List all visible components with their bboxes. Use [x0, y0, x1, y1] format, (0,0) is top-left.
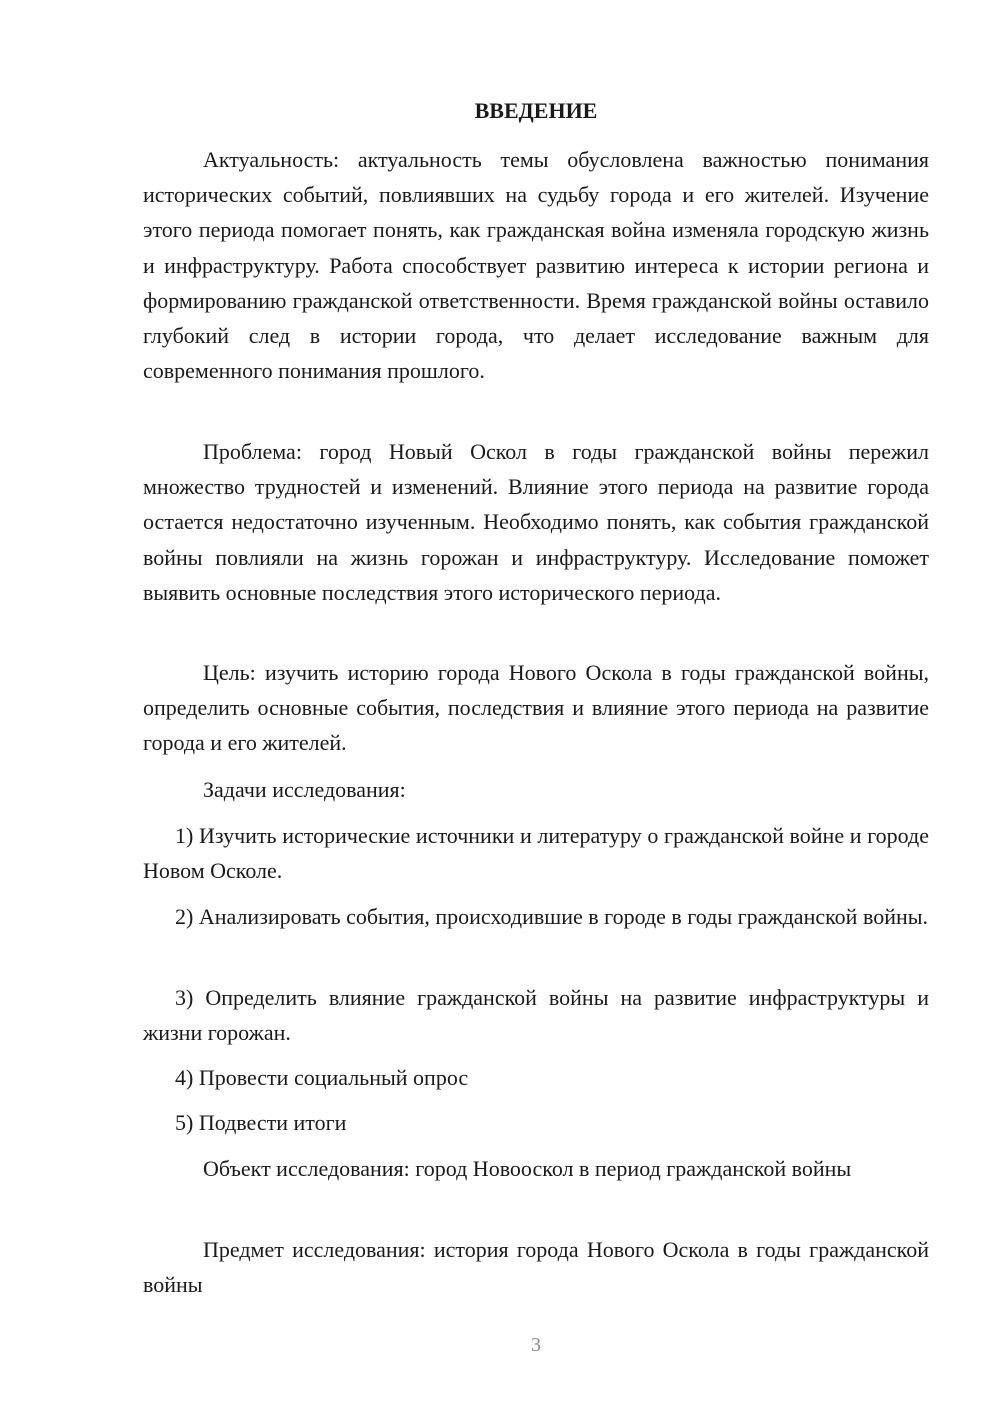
problem-paragraph: Проблема: город Новый Оскол в годы гражданской войны пережил множество трудностей и изменений. Влияние этого периода на развитие города остается недостаточно изученным. Необходимо понять, как события гражданской войны повлияли на жизнь горожан и инфраструктуру. Исследование поможет выявить основные последствия этого исторического периода.	[143, 439, 929, 605]
page-number: 3	[531, 1334, 541, 1356]
task-item-5: 5) Подвести итоги	[175, 1110, 347, 1135]
relevance-paragraph: Актуальность: актуальность темы обусловлена важностью понимания исторических событий, повлиявших на судьбу города и его жителей. Изучение этого периода помогает понять, как гражданская война изменяла городскую жизнь и инфраструктуру. Работа способствует развитию интереса к истории региона и формированию гражданской ответственности. Время гражданской войны оставило глубокий след в истории города, что делает исследование важным для современного понимания прошлого.	[143, 147, 929, 384]
task-item-1: 1) Изучить исторические источники и литературу о гражданской войне и городе Новом Осколе.	[143, 823, 929, 884]
task-item-3: 3) Определить влияние гражданской войны на развитие инфраструктуры и жизни горожан.	[143, 985, 929, 1046]
page-title: ВВЕДЕНИЕ	[474, 98, 598, 123]
tasks-heading: Задачи исследования:	[203, 777, 406, 802]
subject-paragraph: Предмет исследования: история города Нового Оскола в годы гражданской войны	[143, 1237, 929, 1298]
goal-paragraph: Цель: изучить историю города Нового Оскола в годы гражданской войны, определить основные события, последствия и влияние этого периода на развитие города и его жителей.	[143, 660, 929, 756]
task-item-2: 2) Анализировать события, происходившие в городе в годы гражданской войны.	[175, 904, 929, 929]
task-item-4: 4) Провести социальный опрос	[175, 1065, 469, 1090]
object-paragraph: Объект исследования: город Новооскол в период гражданской войны	[203, 1156, 852, 1181]
